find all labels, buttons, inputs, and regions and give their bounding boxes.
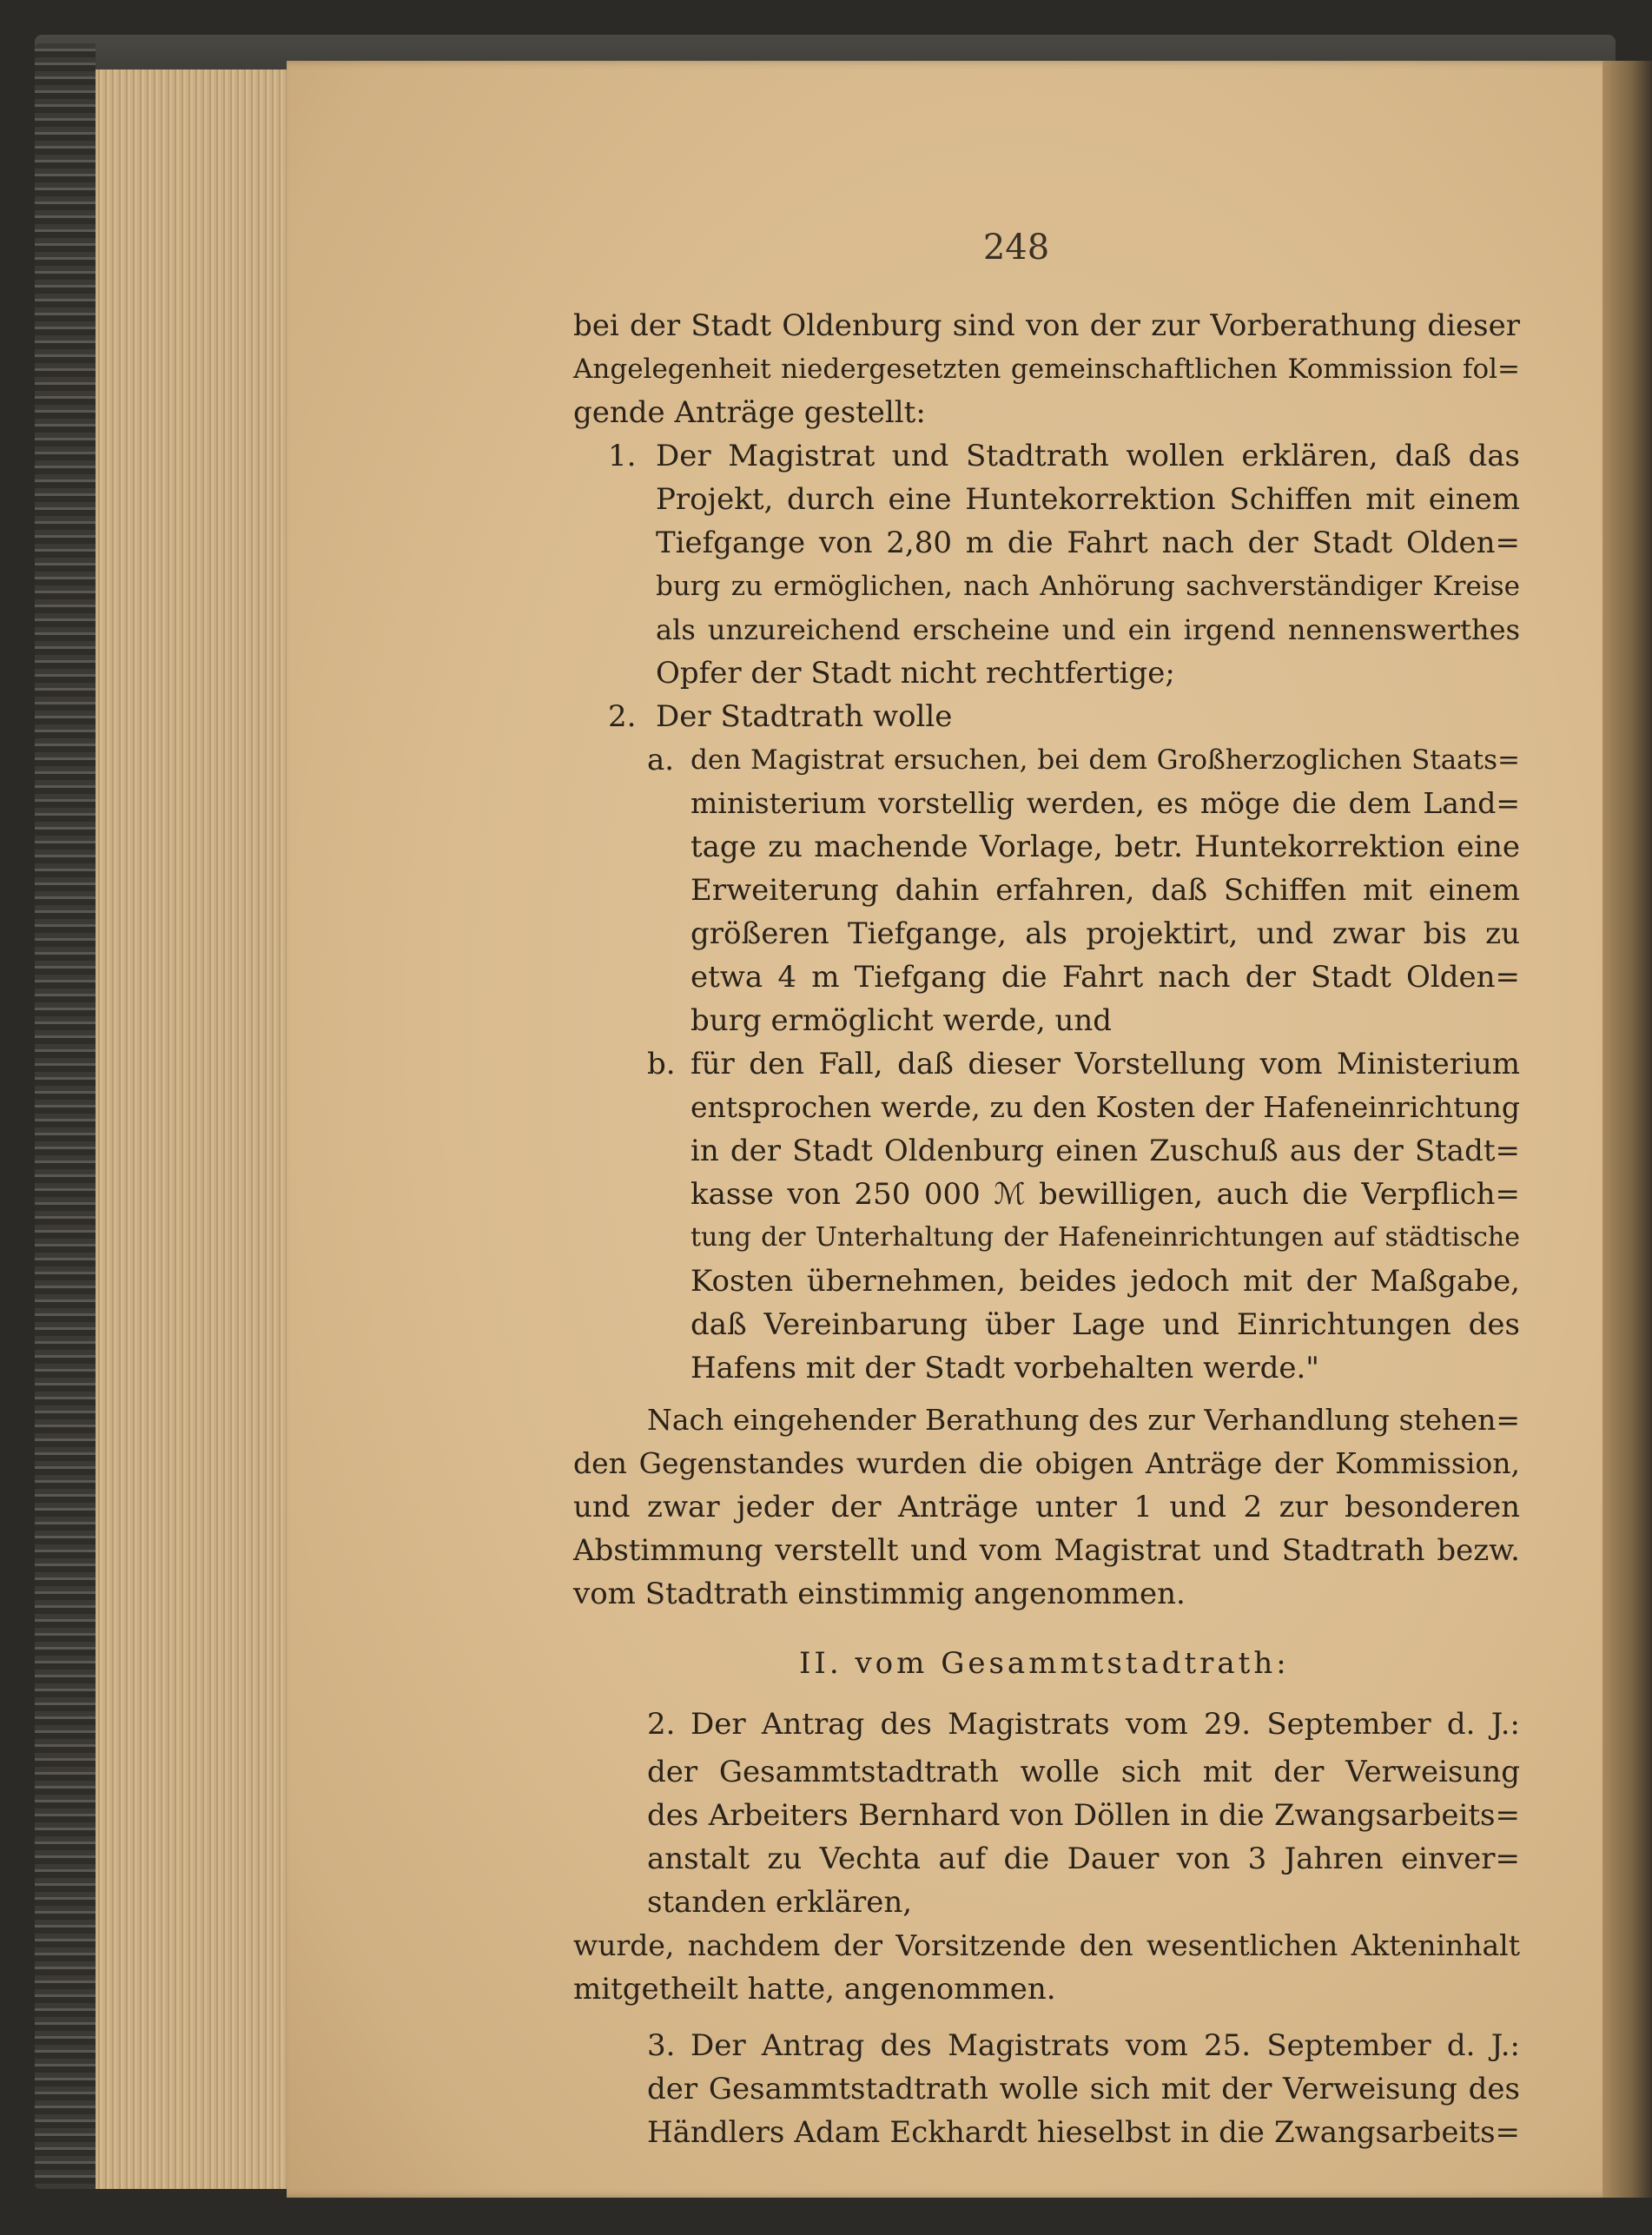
text-line: ministerium vorstellig werden, es möge die dem Land= xyxy=(691,786,1520,820)
list-number: 2. xyxy=(608,699,637,734)
text-line: Kosten übernehmen, beides jedoch mit der Maßgabe, xyxy=(691,1264,1520,1299)
section-heading: II. vom Gesammtstadtrath: xyxy=(799,1646,1290,1681)
text-line: mitgetheilt hatte, angenommen. xyxy=(573,1972,1056,2007)
text-line: kasse von 250 000 ℳ bewilligen, auch die Verpflich= xyxy=(691,1177,1520,1212)
text-line: tage zu machende Vorlage, betr. Huntekorrektion eine xyxy=(691,830,1520,864)
book-cover-spine xyxy=(35,43,96,2189)
text-line: in der Stadt Oldenburg einen Zuschuß aus der Stadt= xyxy=(691,1134,1520,1168)
text-line: bei der Stadt Oldenburg sind von der zur Vorberathung dieser xyxy=(573,308,1520,343)
text-line: tung der Unterhaltung der Hafeneinrichtungen auf städtische xyxy=(691,1222,1520,1253)
list-letter: b. xyxy=(647,1047,676,1081)
text-line: der Gesammtstadtrath wolle sich mit der Verweisung des xyxy=(647,2072,1520,2106)
text-line: für den Fall, daß dieser Vorstellung vom Ministerium xyxy=(691,1047,1520,1081)
text-line: Angelegenheit niedergesetzten gemeinschaftlichen Kommission fol= xyxy=(573,354,1520,385)
text-line: burg ermöglicht werde, und xyxy=(691,1003,1113,1038)
text-line: etwa 4 m Tiefgang die Fahrt nach der Stadt Olden= xyxy=(691,960,1520,995)
list-letter: a. xyxy=(647,743,675,777)
text-line: Projekt, durch eine Huntekorrektion Schiffen mit einem xyxy=(656,482,1520,517)
text-line: Opfer der Stadt nicht rechtfertige; xyxy=(656,656,1175,691)
text-line: standen erklären, xyxy=(647,1885,913,1920)
text-line: Der Antrag des Magistrats vom 29. September d. J.: xyxy=(691,1707,1520,1742)
text-line: gende Anträge gestellt: xyxy=(573,395,926,430)
text-line: burg zu ermöglichen, nach Anhörung sachverständiger Kreise xyxy=(656,571,1520,602)
text-line: Händlers Adam Eckhardt hieselbst in die Zwangsarbeits= xyxy=(647,2115,1520,2150)
page-edges xyxy=(96,69,313,2189)
text-line: vom Stadtrath einstimmig angenommen. xyxy=(573,1577,1186,1611)
text-line: Abstimmung verstellt und vom Magistrat und Stadtrath bezw. xyxy=(573,1533,1520,1568)
text-line: Erweiterung dahin erfahren, daß Schiffen mit einem xyxy=(691,873,1520,908)
text-line: wurde, nachdem der Vorsitzende den wesentlichen Akteninhalt xyxy=(573,1928,1520,1962)
page-number: 248 xyxy=(982,228,1050,268)
text-line: größeren Tiefgange, als projektirt, und zwar bis zu xyxy=(691,916,1520,951)
text-line: den Gegenstandes wurden die obigen Anträge der Kommission, xyxy=(573,1446,1520,1480)
text-line: des Arbeiters Bernhard von Döllen in die Zwangsarbeits= xyxy=(647,1798,1520,1833)
text-line: Der Magistrat und Stadtrath wollen erklären, daß das xyxy=(656,439,1520,473)
text-line: Hafens mit der Stadt vorbehalten werde." xyxy=(691,1351,1319,1385)
list-number: 1. xyxy=(608,439,637,473)
text-line: daß Vereinbarung über Lage und Einrichtungen des xyxy=(691,1307,1520,1342)
text-line: Tiefgange von 2,80 m die Fahrt nach der Stadt Olden= xyxy=(656,526,1520,560)
list-number: 2. xyxy=(647,1707,676,1742)
text-line: Der Stadtrath wolle xyxy=(656,699,953,734)
text-line: entsprochen werde, zu den Kosten der Hafeneinrichtung xyxy=(691,1090,1520,1124)
text-line: der Gesammtstadtrath wolle sich mit der Verweisung xyxy=(647,1755,1520,1789)
text-line: und zwar jeder der Anträge unter 1 und 2 zur besonderen xyxy=(573,1490,1520,1524)
text-line: Der Antrag des Magistrats vom 25. September d. J.: xyxy=(691,2028,1520,2063)
text-line: Nach eingehender Berathung des zur Verhandlung stehen= xyxy=(647,1403,1520,1437)
book-gutter xyxy=(1602,61,1652,2198)
text-line: anstalt zu Vechta auf die Dauer von 3 Jahren einver= xyxy=(647,1842,1520,1876)
text-line: als unzureichend erscheine und ein irgend nennenswerthes xyxy=(656,613,1520,646)
list-number: 3. xyxy=(647,2028,676,2063)
text-line: den Magistrat ersuchen, bei dem Großherzoglichen Staats= xyxy=(691,744,1520,776)
